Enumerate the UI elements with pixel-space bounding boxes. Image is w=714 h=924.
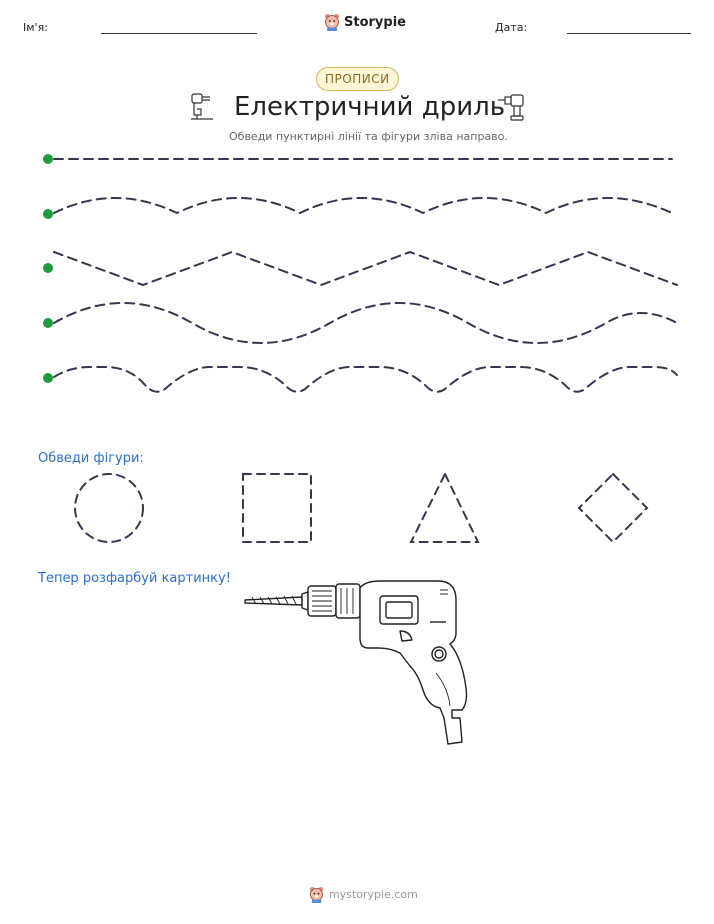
drill-coloring-picture[interactable] [240,578,472,748]
shape-triangle[interactable] [411,474,478,542]
shape-square[interactable] [243,474,311,542]
date-label: Дата: [495,21,528,34]
footer-url[interactable]: mystorypie.com [329,888,418,901]
category-badge: ПРОПИСИ [316,67,399,91]
footer [309,886,418,903]
shape-diamond[interactable] [579,474,647,542]
coloring-label: Тепер розфарбуй картинку! [38,571,231,586]
bear-icon [309,886,324,903]
name-label: Ім'я: [23,21,48,34]
page-title: Електричний дриль [234,92,506,122]
brand-name: Storypie [344,14,406,30]
page-subtitle: Обведи пунктирні лінії та фігури зліва направо. [229,130,508,143]
shape-circle[interactable] [75,474,143,542]
shapes-label: Обведи фігури: [38,451,144,466]
